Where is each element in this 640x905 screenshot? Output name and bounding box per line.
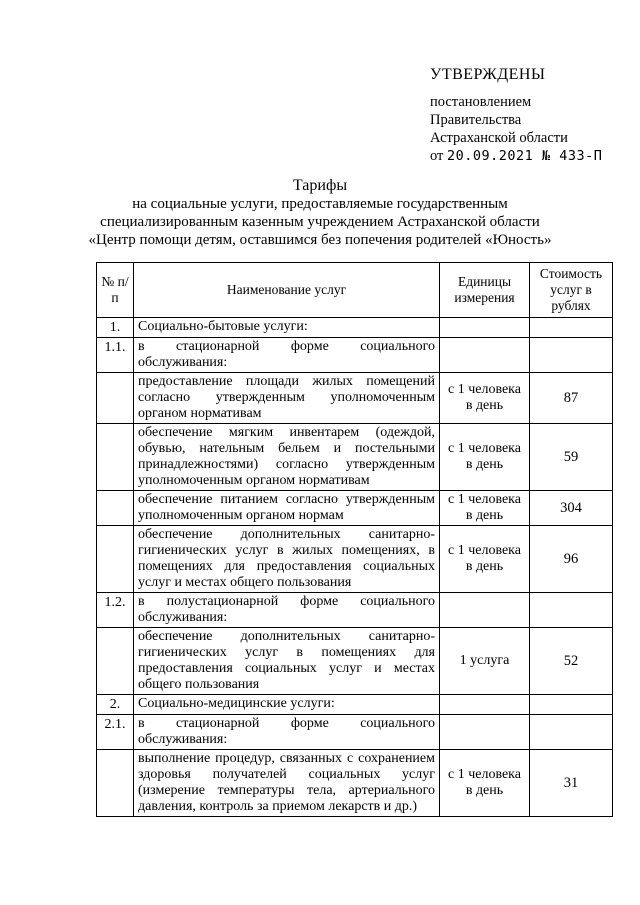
row-price [530,715,613,750]
row-service-name: в стационарной форме социального обслуживания: [134,715,440,750]
row-number [97,491,134,526]
row-service-name: обеспечение питанием согласно утвержденным уполномоченным органом нормам [134,491,440,526]
document-title [0,177,640,249]
decree-date-prefix: от [430,148,444,164]
row-price: 52 [530,628,613,695]
row-price: 87 [530,373,613,424]
row-number [97,750,134,817]
header-service-name: Наименование услуг [134,263,440,318]
table-row [97,424,613,491]
row-unit: с 1 человека в день [440,424,530,491]
row-unit [440,715,530,750]
row-number [97,526,134,593]
approval-decree [430,93,602,165]
row-service-name: в полустационарной форме социального обслуживания: [134,593,440,628]
table-row [97,750,613,817]
row-number: 2.1. [97,715,134,750]
table-row [97,491,613,526]
tariffs-table [96,262,613,817]
row-unit: 1 услуга [440,628,530,695]
row-unit [440,318,530,338]
row-unit [440,593,530,628]
table-row [97,715,613,750]
row-service-name: обеспечение дополнительных санитарно-гигиенических услуг в жилых помещениях, в помещениях для предоставления социальных услуг и местах общего пользования [134,526,440,593]
title-main: Тарифы [292,177,348,194]
row-unit: с 1 человека в день [440,526,530,593]
row-price [530,593,613,628]
row-number [97,628,134,695]
table-body [97,318,613,817]
table-header-row [97,263,613,318]
title-line: на социальные услуги, предоставляемые государственным [132,196,508,212]
row-price [530,318,613,338]
row-price: 59 [530,424,613,491]
row-service-name: выполнение процедур, связанных с сохранением здоровья получателей социальных услуг (измерение температуры тела, артериального давления, контроль за приемом лекарств и др.) [134,750,440,817]
row-service-name: Социально-бытовые услуги: [134,318,440,338]
row-unit [440,338,530,373]
title-line: специализированным казенным учреждением Астраханской области [100,214,540,230]
row-number: 1.2. [97,593,134,628]
row-number: 2. [97,695,134,715]
row-unit: с 1 человека в день [440,373,530,424]
table-row [97,338,613,373]
row-number [97,373,134,424]
row-service-name: обеспечение дополнительных санитарно-гигиенических услуг в помещениях для предоставления социальных услуг и местах общего пользования [134,628,440,695]
row-service-name: Социально-медицинские услуги: [134,695,440,715]
decree-line: Астраханской области [430,130,568,146]
row-service-name: предоставление площади жилых помещений согласно утвержденным уполномоченным органом нормативам [134,373,440,424]
table-row [97,318,613,338]
row-service-name: обеспечение мягким инвентарем (одеждой, обувью, нательным бельем и постельными принадлежностями) согласно утвержденным уполномоченным органом нормативам [134,424,440,491]
decree-line: постановлением [430,94,532,110]
row-price: 304 [530,491,613,526]
table-row [97,526,613,593]
row-number: 1.1. [97,338,134,373]
row-service-name: в стационарной форме социального обслуживания: [134,338,440,373]
table-row [97,628,613,695]
table-row [97,695,613,715]
header-unit: Единицы измерения [440,263,530,318]
row-number [97,424,134,491]
table-row [97,593,613,628]
header-number: № п/п [97,263,134,318]
row-price: 31 [530,750,613,817]
approval-heading: УТВЕРЖДЕНЫ [430,66,546,83]
decree-date-line [430,147,602,165]
row-price: 96 [530,526,613,593]
row-number: 1. [97,318,134,338]
row-price [530,695,613,715]
decree-line: Правительства [430,112,522,128]
table-row [97,373,613,424]
title-line: «Центр помощи детям, оставшимся без попечения родителей «Юность» [88,232,552,248]
row-price [530,338,613,373]
row-unit [440,695,530,715]
header-price: Стоимость услуг в рублях [530,263,613,318]
row-unit: с 1 человека в день [440,750,530,817]
row-unit: с 1 человека в день [440,491,530,526]
decree-date-number: 20.09.2021 № 433-П [447,148,603,164]
